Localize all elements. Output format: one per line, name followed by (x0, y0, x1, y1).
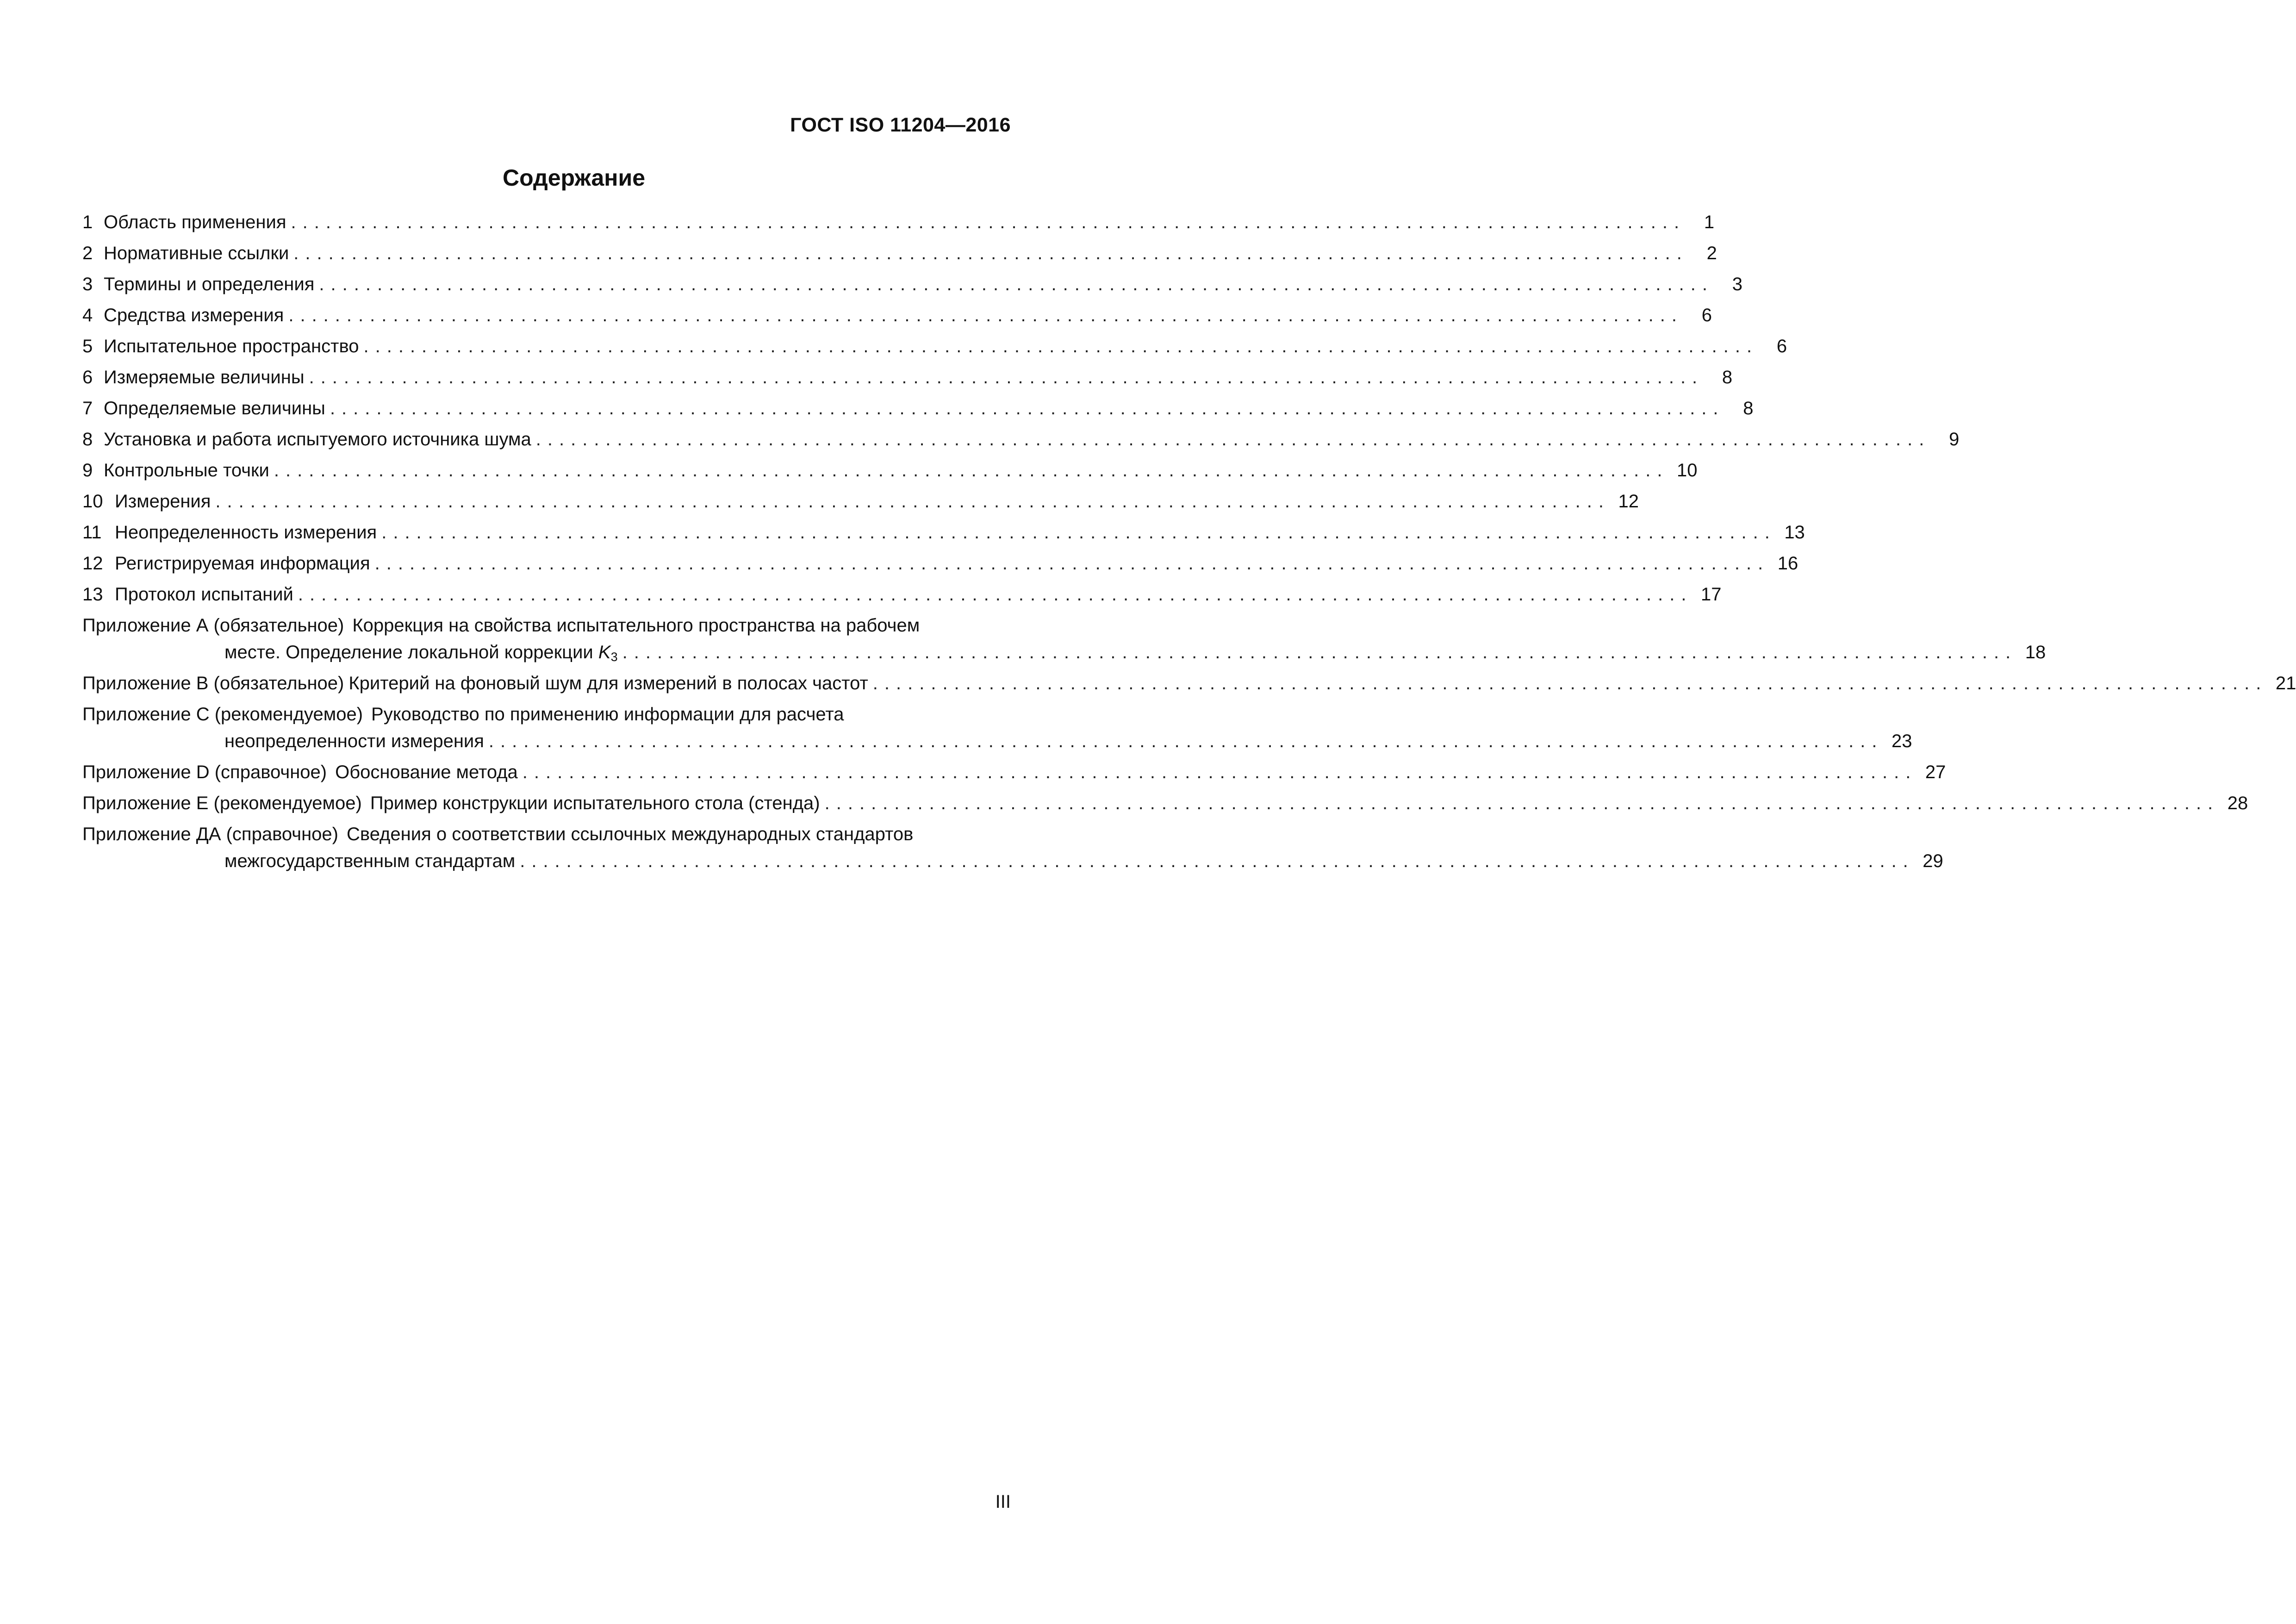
toc-annex-entry[interactable] (82, 793, 2248, 813)
annex-prefix: Приложение В (обязательное) (82, 673, 344, 693)
toc-entry-page: 8 (1743, 398, 1754, 418)
toc-entry-number: 3 (82, 274, 93, 294)
toc-title: Содержание (502, 165, 646, 191)
toc-entry-label: Регистрируемая информация (115, 553, 370, 574)
toc-entry-number: 5 (82, 336, 93, 356)
dot-leader: ........................................................................................................................ (291, 212, 1686, 232)
toc-entry-number: 13 (82, 584, 103, 605)
toc-entry-label: Неопределенность измерения (115, 522, 377, 543)
toc-entry-page: 16 (1777, 553, 1798, 574)
dot-leader: ........................................................................................................................ (535, 429, 1931, 450)
toc-annex-entry[interactable] (82, 673, 2296, 693)
symbol-k: K (598, 642, 611, 662)
toc-entry[interactable] (82, 584, 1722, 605)
toc-entry-page: 6 (1776, 336, 1787, 356)
dot-leader: ........................................................................................................................ (274, 460, 1669, 481)
dot-leader: ........................................................................................................................ (215, 491, 1611, 512)
toc-entry-page: 10 (1676, 460, 1698, 481)
annex-title-line1: Пример конструкции испытательного стола (стенда) (370, 793, 820, 813)
annex-prefix: Приложение Е (рекомендуемое) (82, 793, 362, 813)
toc-entry-page: 6 (1701, 305, 1712, 325)
toc-entry-page: 29 (1923, 851, 1943, 871)
toc-entry[interactable] (82, 429, 1960, 450)
toc-entry-label: Установка и работа испытуемого источника шума (104, 429, 531, 450)
dot-leader: ........................................................................................................................ (522, 762, 1917, 782)
toc-entry[interactable] (82, 336, 1787, 356)
toc-entry-label: Измеряемые величины (104, 367, 305, 387)
annex-title-line2: межгосударственным стандартам (224, 851, 516, 871)
toc-entry-page: 18 (2025, 642, 2046, 662)
toc-entry-number: 6 (82, 367, 93, 387)
dot-leader: ........................................................................................................................ (488, 731, 1884, 751)
toc-entry[interactable] (82, 553, 1798, 574)
dot-leader: ........................................................................................................................ (319, 274, 1714, 294)
dot-leader: ........................................................................................................................ (520, 851, 1915, 871)
toc-entry-label: Измерения (115, 491, 211, 512)
annex-title-line1: Коррекция на свойства испытательного пространства на рабочем (352, 615, 920, 636)
dot-leader: ........................................................................................................................ (309, 367, 1704, 387)
toc-entry[interactable] (82, 305, 1712, 325)
dot-leader: ........................................................................................................................ (298, 584, 1693, 605)
toc-entry-number: 9 (82, 460, 93, 481)
annex-title-line2: неопределенности измерения (224, 731, 484, 751)
toc-entry-page: 1 (1704, 212, 1715, 232)
toc-entry[interactable] (82, 274, 1742, 294)
annex-prefix: Приложение С (рекомендуемое) (82, 704, 363, 725)
page-number: III (995, 1492, 1011, 1512)
toc-entry[interactable] (82, 398, 1754, 418)
annex-prefix: Приложение D (справочное) (82, 762, 327, 782)
toc-entry-label: Область применения (104, 212, 286, 232)
document-code: ГОСТ ISO 11204—2016 (790, 114, 1011, 136)
dot-leader: ........................................................................................................................ (381, 522, 1776, 543)
toc-entry-number: 7 (82, 398, 93, 418)
toc-entry-page: 21 (2275, 673, 2296, 693)
toc-entry-label: Средства измерения (104, 305, 284, 325)
toc-entry-label: Определяемые величины (104, 398, 325, 418)
toc-entry[interactable] (82, 367, 1733, 387)
dot-leader: ........................................................................................................................ (622, 642, 2017, 662)
toc-entry-number: 11 (82, 522, 102, 543)
toc-entry-label: Термины и определения (104, 274, 315, 294)
toc-annex-entry[interactable] (82, 704, 1912, 751)
table-of-contents (82, 212, 2296, 883)
symbol-k-subscript: 3 (610, 650, 618, 664)
dot-leader: ........................................................................................................................ (330, 398, 1725, 418)
toc-entry[interactable] (82, 243, 1717, 263)
toc-entry-label: Контрольные точки (104, 460, 269, 481)
annex-prefix: Приложение ДА (справочное) (82, 824, 338, 844)
dot-leader: ........................................................................................................................ (872, 673, 2268, 693)
dot-leader: ........................................................................................................................ (824, 793, 2220, 813)
annex-prefix: Приложение А (обязательное) (82, 615, 344, 636)
dot-leader: ........................................................................................................................ (363, 336, 1759, 356)
toc-entry-label: Испытательное пространство (104, 336, 359, 356)
toc-entry[interactable] (82, 460, 1698, 481)
toc-entry[interactable] (82, 491, 1639, 512)
toc-entry-number: 8 (82, 429, 93, 450)
annex-title-line1: Сведения о соответствии ссылочных международных стандартов (347, 824, 914, 844)
toc-entry-page: 3 (1732, 274, 1742, 294)
annex-title-line2: месте. Определение локальной коррекции $K_3$ (224, 642, 618, 664)
toc-entry-page: 23 (1892, 731, 1912, 751)
toc-entry-page: 12 (1618, 491, 1639, 512)
dot-leader: ........................................................................................................................ (293, 243, 1688, 263)
toc-entry-number: 1 (82, 212, 93, 232)
toc-entry-page: 17 (1701, 584, 1722, 605)
toc-entry-number: 2 (82, 243, 93, 263)
toc-entry[interactable] (82, 212, 1715, 232)
toc-entry-page: 27 (1925, 762, 1946, 782)
toc-annex-entry[interactable] (82, 762, 1946, 782)
toc-entry-page: 9 (1949, 429, 1960, 450)
toc-entry-page: 13 (1784, 522, 1805, 543)
toc-entry-number: 12 (82, 553, 103, 574)
annex-title-line1: Критерий на фоновый шум для измерений в полосах частот (348, 673, 868, 693)
toc-entry-label: Протокол испытаний (115, 584, 293, 605)
toc-annex-entry[interactable] (82, 615, 2046, 664)
annex-title-line1: Обоснование метода (335, 762, 518, 782)
toc-entry-page: 2 (1706, 243, 1717, 263)
toc-entry[interactable] (82, 522, 1805, 543)
toc-annex-entry[interactable] (82, 824, 1943, 871)
toc-entry-number: 10 (82, 491, 103, 512)
toc-entry-label: Нормативные ссылки (104, 243, 289, 263)
dot-leader: ........................................................................................................................ (374, 553, 1770, 574)
dot-leader: ........................................................................................................................ (288, 305, 1683, 325)
annex-title-line1: Руководство по применению информации для расчета (371, 704, 844, 725)
toc-entry-number: 4 (82, 305, 93, 325)
toc-entry-page: 28 (2227, 793, 2248, 813)
toc-entry-page: 8 (1722, 367, 1733, 387)
